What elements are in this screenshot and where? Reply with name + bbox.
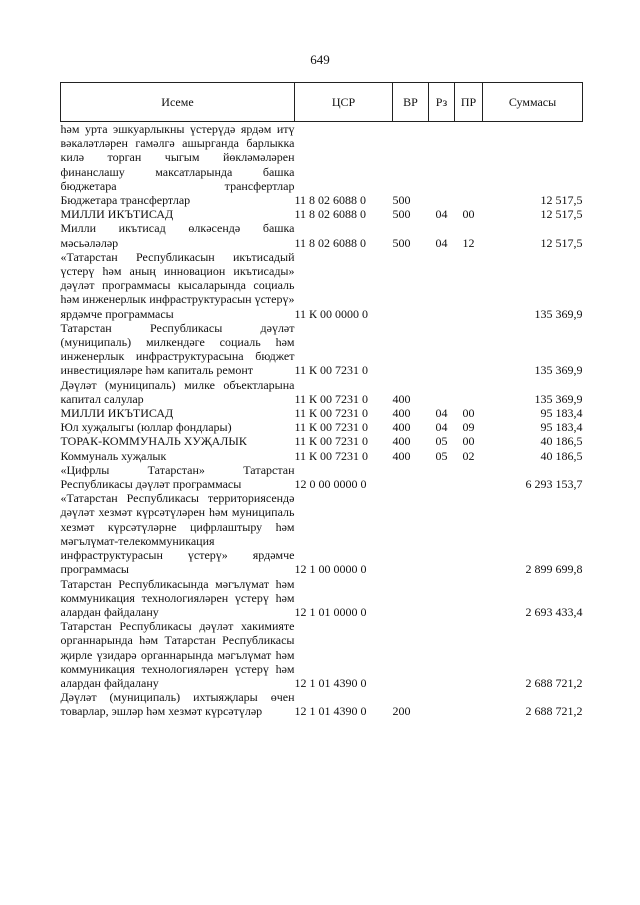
row-sum: 2 693 433,4 [525,604,583,619]
row-pr [455,250,483,321]
row-sum: 135 369,9 [534,306,583,321]
table-row [61,619,583,690]
row-rz [429,193,455,207]
row-rz: 04 [435,207,448,222]
row-rz [429,690,455,718]
row-name: МИЛЛИ ИКЪТИСАД [60,207,174,222]
row-vr: 500 [392,207,411,222]
row-vr: 400 [392,434,411,449]
row-vr [393,122,429,194]
row-name: Татарстан Республикасы дәүләт (муниципаль) милкендәге социаль һәм инженерлык инфраструктурасына бюджет инвестицияләре һәм капиталь ремонт [60,320,295,378]
header-csr: ЦСР [295,83,393,122]
budget-table [60,82,583,719]
row-pr [455,491,483,576]
row-pr: 00 [462,406,475,421]
row-vr: 200 [392,704,411,719]
row-pr [455,690,483,718]
header-sum: Суммасы [483,83,583,122]
row-pr [455,577,483,620]
header-rz: Рз [429,83,455,122]
table-row [61,193,583,207]
table-row [61,321,583,378]
row-vr: 400 [392,406,411,421]
row-vr: 400 [392,391,411,406]
table-row [61,577,583,620]
row-pr [455,122,483,194]
row-csr: 11 К 00 7231 0 [294,363,369,378]
table-header-row [61,83,583,122]
row-name: ТОРАК-КОММУНАЛЬ ХУҖАЛЫК [60,434,247,449]
row-vr [393,321,429,378]
row-rz [429,122,455,194]
row-csr: 12 1 00 0000 0 [294,562,367,577]
table-row [61,406,583,420]
page-number: 649 [310,52,330,67]
row-vr [393,577,429,620]
row-csr: 12 1 01 4390 0 [294,675,367,690]
row-sum: 95 183,4 [540,420,583,435]
row-sum: 6 293 153,7 [525,477,583,492]
row-rz: 05 [435,434,448,449]
row-rz [429,619,455,690]
row-csr: 11 К 00 7231 0 [294,391,369,406]
row-rz: 04 [435,420,448,435]
table-row [61,221,583,249]
row-rz: 04 [435,406,448,421]
table-row [61,420,583,434]
row-sum: 40 186,5 [540,448,583,463]
row-rz [429,250,455,321]
row-sum: 12 517,5 [540,193,583,208]
row-csr [295,122,393,194]
row-vr [393,250,429,321]
row-sum [483,122,583,194]
row-pr: 00 [462,207,475,222]
row-name: «Цифрлы Татарстан» Татарстан Республикасы дәүләт программасы [60,462,295,492]
row-csr: 11 8 02 6088 0 [294,207,367,222]
row-sum: 12 517,5 [540,235,583,250]
row-name: Юл хуҗалыгы (юллар фондлары) [60,420,232,435]
row-csr: 11 К 00 7231 0 [294,420,369,435]
row-pr [455,619,483,690]
row-rz [429,463,455,491]
row-name: Дәүләт (муниципаль) милке объектларына капитал салулар [60,377,295,406]
table-row [61,491,583,576]
table-row [61,378,583,406]
row-sum: 12 517,5 [540,207,583,222]
row-csr: 12 1 01 0000 0 [294,604,367,619]
row-vr [393,491,429,576]
row-pr: 00 [462,434,475,449]
row-name: Бюджетара трансфертлар [60,193,191,208]
row-pr [455,378,483,406]
row-csr: 11 К 00 0000 0 [294,306,369,321]
row-csr: 12 0 00 0000 0 [294,477,367,492]
row-rz [429,577,455,620]
header-name: Исеме [61,83,295,122]
row-name: «Татарстан Республикасы территориясендә дәүләт хезмәт күрсәтүләрен һәм муниципаль хезмәт күрсәтүләрне цифрлаштыру һәм мәгълүмат-телекоммуникация инфраструктурасын үстерү» ярдәмче программасы [60,491,295,577]
table-row [61,250,583,321]
table-row [61,207,583,221]
table-row [61,449,583,463]
row-name: һәм урта эшкуарлыкны үстерүдә ярдәм итү вәкаләтләрен гамәлгә ашырганда барлыкка килә торган чыгым йөкләмәләрен финанслашу максатларында башка бюджетара трансфертлар [60,122,295,193]
row-csr: 12 1 01 4390 0 [294,704,367,719]
table-row [61,434,583,448]
row-csr: 11 К 00 7231 0 [294,448,369,463]
row-pr [455,463,483,491]
row-sum: 95 183,4 [540,406,583,421]
row-pr: 12 [462,235,475,250]
row-csr: 11 К 00 7231 0 [294,406,369,421]
row-pr: 02 [462,448,475,463]
row-name: Татарстан Республикасында мәгълүмат һәм коммуникация технологияләрен үстерү һәм алардан файдалану [60,576,295,619]
row-sum: 135 369,9 [534,363,583,378]
row-csr: 11 8 02 6088 0 [294,193,367,208]
row-sum: 40 186,5 [540,434,583,449]
row-rz [429,491,455,576]
row-pr [455,193,483,207]
row-rz [429,378,455,406]
row-vr: 400 [392,420,411,435]
row-pr: 09 [462,420,475,435]
row-csr: 11 8 02 6088 0 [294,235,367,250]
row-rz [429,321,455,378]
header-pr: ПР [455,83,483,122]
row-sum: 135 369,9 [534,391,583,406]
row-vr: 500 [392,193,411,208]
header-vr: ВР [393,83,429,122]
row-name: «Татарстан Республикасын икътисадый үстерү һәм аның инновацион икътисады» дәүләт программасы кысаларында социаль һәм инженерлык инфраструктурасын үстерү» ярдәмче программасы [60,249,295,321]
row-rz: 04 [435,235,448,250]
row-name: Милли икътисад өлкәсендә башка мәсьәләләр [60,221,295,250]
row-vr [393,619,429,690]
row-sum: 2 899 699,8 [525,562,583,577]
row-csr: 11 К 00 7231 0 [294,434,369,449]
table-row [61,122,583,194]
row-name: МИЛЛИ ИКЪТИСАД [60,406,174,421]
row-name: Татарстан Республикасы дәүләт хакимияте органнарында һәм Татарстан Республикасы җирле үзидарә органнарында мәгълүмат һәм коммуникация технологияләрен үстерү һәм алардан файдалану [60,619,295,690]
row-rz: 05 [435,448,448,463]
row-vr: 400 [392,448,411,463]
row-pr [455,321,483,378]
row-vr: 500 [392,235,411,250]
row-name: Дәүләт (муниципаль) ихтыяҗлары өчен товарлар, эшләр һәм хезмәт күрсәтүләр [60,690,295,719]
row-vr [393,463,429,491]
row-name: Коммуналь хуҗалык [60,448,167,463]
row-sum: 2 688 721,2 [525,675,583,690]
table-row [61,690,583,718]
table-row [61,463,583,491]
row-sum: 2 688 721,2 [525,704,583,719]
